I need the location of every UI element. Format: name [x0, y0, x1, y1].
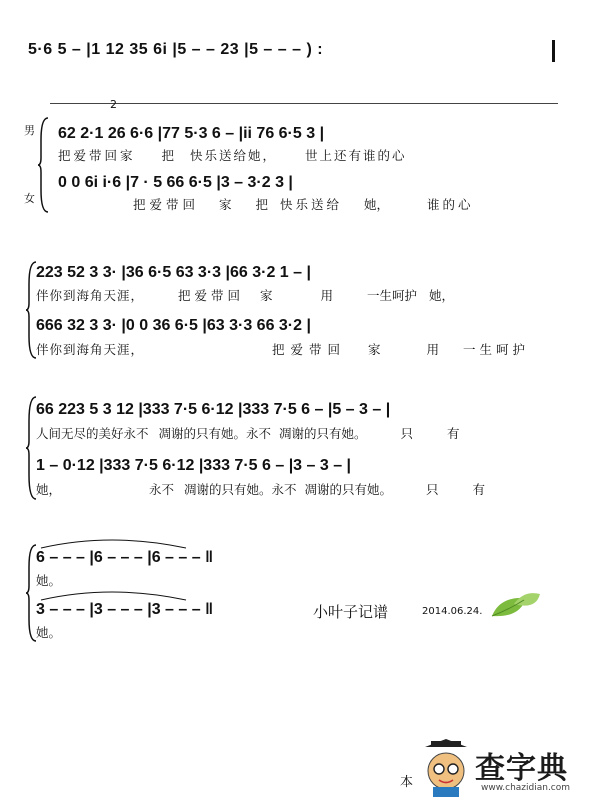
s4-male-notes: 6 – – – |6 – – – |6 – – – ‖ [36, 549, 214, 566]
slur-marks [36, 536, 196, 606]
s3-female-lyric: 她， 永不 凋谢的只有她。永不 凋谢的只有她。 只 有 [36, 482, 486, 497]
s4-female-lyric: 她。 [36, 625, 62, 640]
transcription-date: 2014.06.24. [422, 606, 483, 617]
mascot-icon [421, 737, 473, 797]
footer-partial-text: 本 [400, 775, 414, 790]
s3-male-notes: 66 223 5 3 12 |333 7·5 6·12 |333 7·5 6 – |5 – 3 – | [36, 401, 391, 418]
volta-number: 2 [110, 98, 117, 111]
leaf-icon [488, 588, 542, 622]
s1-female-notes: 0 0 6i i·6 |7 · 5 66 6·5 |3 – 3·2 3 | [58, 174, 293, 191]
s2-female-notes: 666 32 3 3· |0 0 36 6·5 |63 3·3 66 3·2 | [36, 317, 311, 334]
s2-male-lyric: 伴你到海角天涯， 把爱带回 家 用 一生呵护 她， [36, 288, 455, 303]
site-logo [415, 735, 590, 798]
s4-male-lyric: 她。 [36, 573, 62, 588]
site-url: www.chazidian.com [481, 783, 571, 793]
system-brace [38, 116, 50, 214]
s3-male-lyric: 人间无尽的美好永不 凋谢的只有她。永不 凋谢的只有她。 只 有 [36, 426, 460, 441]
intro-notes [28, 42, 323, 58]
s1-male-lyric: 把爱带回家 把 快乐送给她， 世上还有谁的心 [58, 148, 407, 163]
male-label: 男 [24, 124, 35, 137]
volta-line [50, 103, 558, 104]
s2-male-notes: 223 52 3 3· |36 6·5 63 3·3 |66 3·2 1 – | [36, 264, 311, 281]
s2-female-lyric: 伴你到海角天涯， 把爱带回 家 用 一生呵护 [36, 342, 530, 357]
s3-female-notes: 1 – 0·12 |333 7·5 6·12 |333 7·5 6 – |3 – 3 – | [36, 457, 352, 474]
female-label: 女 [24, 192, 35, 205]
final-repeat-bar [552, 40, 555, 62]
s1-male-notes: 62 2·1 26 6·6 |77 5·3 6 – |ii 76 6·5 3 | [58, 125, 325, 142]
intro-notes-text: 5·6 5 – |1 12 35 6i |5 – – 23 |5 – – – ) : [28, 41, 324, 58]
site-name: 查字典 [475, 751, 568, 786]
s4-female-notes: 3 – – – |3 – – – |3 – – – ‖ [36, 601, 214, 618]
transcriber-signature: 小叶子记谱 [313, 603, 389, 621]
s1-female-lyric: 把爱带回 家 把 快乐送给 她， 谁的心 [133, 197, 474, 212]
